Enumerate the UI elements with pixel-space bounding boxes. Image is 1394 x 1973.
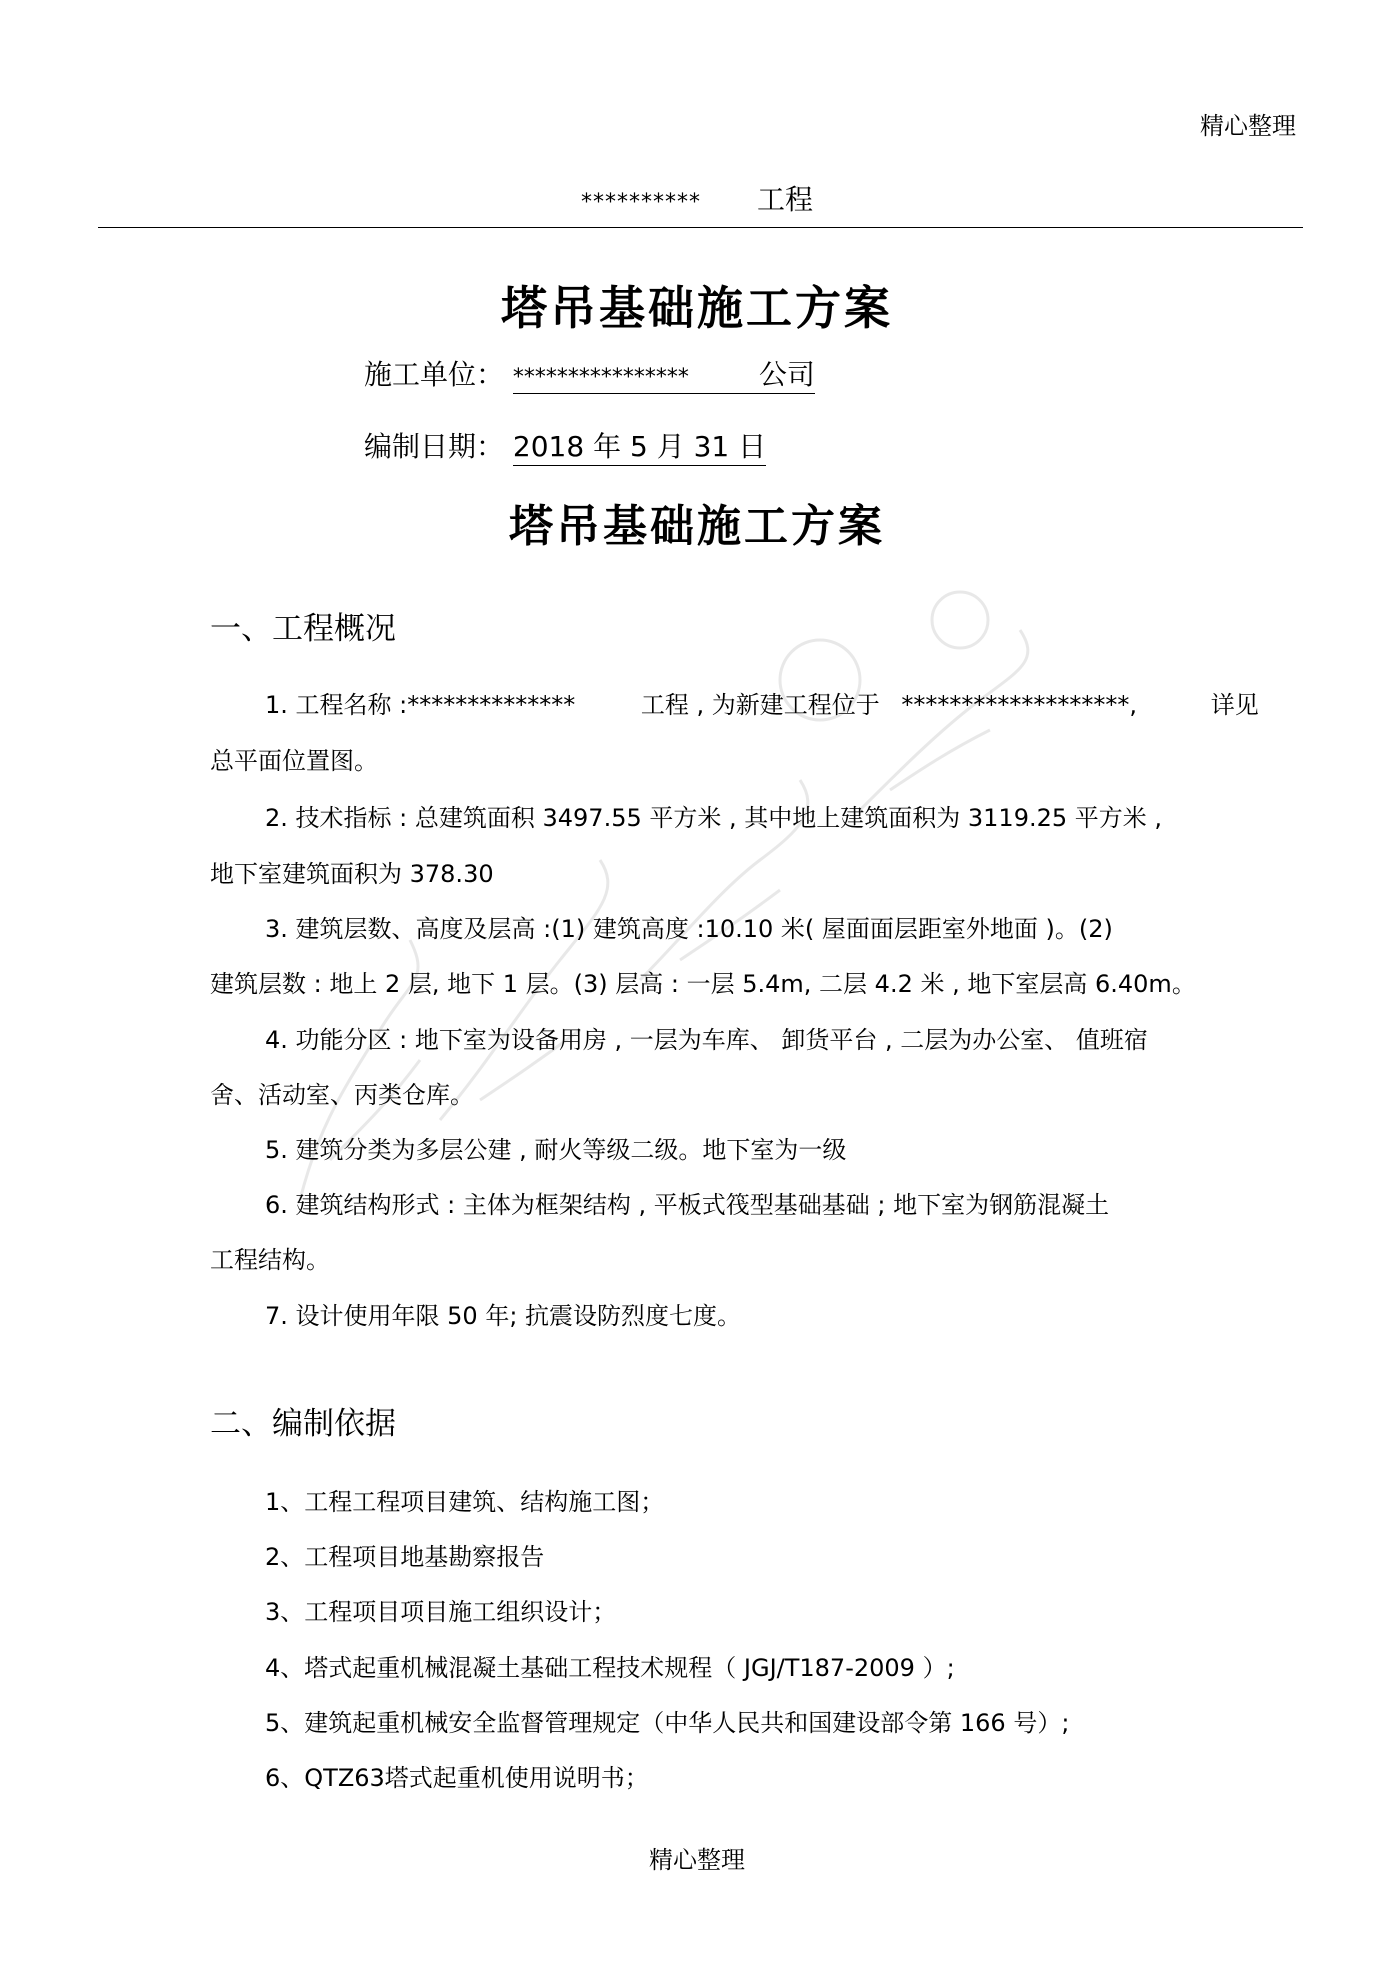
basis-item-5: 5、建筑起重机械安全监督管理规定（中华人民共和国建设部令第 166 号）; xyxy=(265,1709,1070,1737)
basis-item-2: 2、工程项目地基勘察报告 xyxy=(265,1543,545,1571)
project-line xyxy=(0,178,1394,218)
compile-date-line xyxy=(364,425,766,465)
item4-line1: 4. 功能分区 : 地下室为设备用房 , 一层为车库、 卸货平台 , 二层为办公室、 值班宿 xyxy=(265,1026,1148,1054)
item1-text-c: *******************, xyxy=(901,691,1138,719)
item3-line1: 3. 建筑层数、高度及层高 :(1) 建筑高度 :10.10 米( 屋面面层距室外地面 )。(2) xyxy=(265,915,1113,943)
basis-item-1: 1、工程工程项目建筑、结构施工图； xyxy=(265,1488,665,1516)
section2-heading: 二、编制依据 xyxy=(210,1406,396,1442)
section1-heading: 一、工程概况 xyxy=(210,611,396,647)
construction-unit-masked: **************** xyxy=(512,365,689,390)
construction-unit-line xyxy=(364,353,815,393)
basis-item-6: 6、QTZ63塔式起重机使用说明书； xyxy=(265,1764,649,1792)
header-divider xyxy=(98,227,1303,228)
basis-item-4: 4、塔式起重机械混凝土基础工程技术规程（ JGJ/T187-2009 ）; xyxy=(265,1654,955,1682)
item1-text-b: 工程 , 为新建工程位于 xyxy=(640,691,880,719)
item3-line2: 建筑层数 : 地上 2 层, 地下 1 层。(3) 层高 : 一层 5.4m, 二层 4.2 米 , 地下室层高 6.40m。 xyxy=(210,970,1196,998)
construction-unit-label: 施工单位： xyxy=(364,358,505,391)
item5-line1: 5. 建筑分类为多层公建 , 耐火等级二级。地下室为一级 xyxy=(265,1136,847,1164)
cover-title: 塔吊基础施工方案 xyxy=(501,281,893,335)
item6-line2: 工程结构。 xyxy=(210,1246,330,1274)
item1-line2: 总平面位置图。 xyxy=(210,747,378,775)
project-name-masked: ********** xyxy=(580,190,701,215)
project-label: 工程 xyxy=(756,183,813,216)
header-label: 精心整理 xyxy=(1200,112,1296,140)
item7-line1: 7. 设计使用年限 50 年; 抗震设防烈度七度。 xyxy=(265,1302,742,1330)
item2-line2: 地下室建筑面积为 378.30 xyxy=(210,860,494,888)
item6-line1: 6. 建筑结构形式 : 主体为框架结构 , 平板式筏型基础基础 ; 地下室为钢筋混凝土 xyxy=(265,1191,1110,1219)
basis-item-3: 3、工程项目项目施工组织设计； xyxy=(265,1598,617,1626)
footer-label: 精心整理 xyxy=(649,1846,745,1874)
construction-unit-suffix: 公司 xyxy=(758,358,815,391)
item1-line1 xyxy=(265,690,1259,720)
compile-date-label: 编制日期： xyxy=(364,430,505,463)
item1-text-a: 1. 工程名称 :************** xyxy=(265,691,576,719)
item4-line2: 舍、活动室、丙类仓库。 xyxy=(210,1081,474,1109)
construction-unit-value xyxy=(513,358,815,394)
item1-text-d: 详见 xyxy=(1210,691,1259,719)
document-title: 塔吊基础施工方案 xyxy=(509,501,885,552)
item2-line1: 2. 技术指标 : 总建筑面积 3497.55 平方米 , 其中地上建筑面积为 3119.25 平方米 , xyxy=(265,804,1163,832)
compile-date-value: 2018 年 5 月 31 日 xyxy=(513,430,766,466)
